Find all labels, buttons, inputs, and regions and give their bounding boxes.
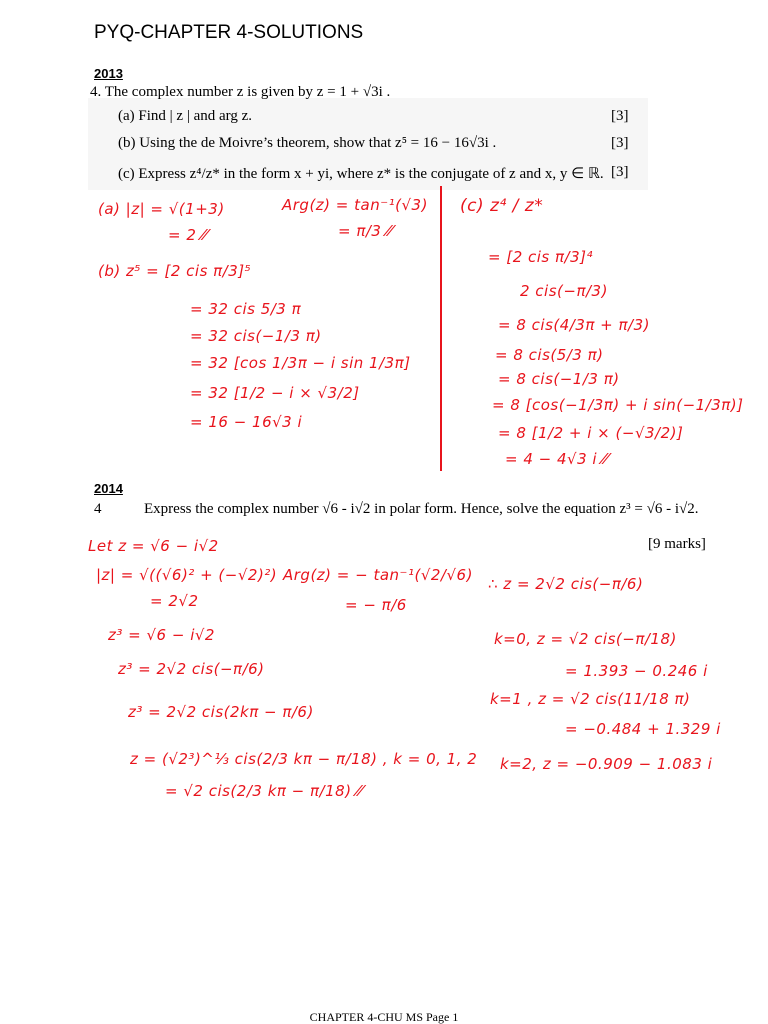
handwritten-line: = 8 cis(5/3 π) — [495, 346, 604, 364]
handwritten-line: = 1.393 − 0.246 i — [565, 662, 708, 680]
handwritten-line: z³ = 2√2 cis(2kπ − π/6) — [128, 703, 314, 721]
q2014-stem: Express the complex number √6 - i√2 in polar form. Hence, solve the equation z³ = √6 - i√2. — [144, 501, 699, 517]
column-divider — [440, 186, 442, 471]
year-2013: 2013 — [94, 66, 123, 81]
handwritten-line: z³ = 2√2 cis(−π/6) — [118, 660, 265, 678]
handwritten-line: k=0, z = √2 cis(−π/18) — [494, 630, 677, 648]
marks-c: [3] — [611, 164, 629, 180]
handwritten-line: Let z = √6 − i√2 — [88, 537, 219, 555]
handwritten-line: ∴ z = 2√2 cis(−π/6) — [488, 575, 644, 593]
handwritten-line: = 16 − 16√3 i — [190, 413, 303, 431]
handwritten-line: = 2√2 — [150, 592, 199, 610]
page-footer: CHAPTER 4-CHU MS Page 1 — [309, 1010, 459, 1024]
handwritten-line: = 2 ⁄⁄ — [168, 226, 208, 244]
q2014-marks: [9 marks] — [648, 536, 706, 552]
q2013-part-b: (b) Using the de Moivre’s theorem, show that z⁵ = 16 − 16√3i . — [118, 135, 497, 151]
handwritten-line: = 32 cis 5/3 π — [190, 300, 302, 318]
handwritten-line: = 8 [1/2 + i × (−√3/2)] — [498, 424, 684, 442]
handwritten-line: = 32 [1/2 − i × √3/2] — [190, 384, 360, 402]
q2013-part-c: (c) Express z⁴/z* in the form x + yi, where z* is the conjugate of z and x, y ∈ ℝ. — [118, 166, 604, 182]
handwritten-line: Arg(z) = − tan⁻¹(√2/√6) — [283, 566, 473, 584]
marks-b: [3] — [611, 135, 629, 151]
handwritten-line: k=2, z = −0.909 − 1.083 i — [500, 755, 713, 773]
handwritten-line: |z| = √((√6)² + (−√2)²) — [96, 566, 278, 584]
handwritten-line: = [2 cis π/3]⁴ — [488, 248, 593, 266]
handwritten-line: = 32 [cos 1/3π − i sin 1/3π] — [190, 354, 411, 372]
q2013-stem: 4. The complex number z is given by z = 1 + √3i . — [90, 84, 391, 100]
handwritten-line: (b) z⁵ = [2 cis π/3]⁵ — [98, 262, 252, 280]
handwritten-line: = −0.484 + 1.329 i — [565, 720, 721, 738]
handwritten-line: (c) z⁴ / z* — [460, 196, 544, 216]
handwritten-line: = 8 cis(−1/3 π) — [498, 370, 620, 388]
handwritten-line: = − π/6 — [345, 596, 407, 614]
handwritten-line: = 32 cis(−1/3 π) — [190, 327, 322, 345]
handwritten-line: = 8 [cos(−1/3π) + i sin(−1/3π)] — [492, 396, 744, 414]
handwritten-line: k=1 , z = √2 cis(11/18 π) — [490, 690, 691, 708]
handwritten-line: 2 cis(−π/3) — [520, 282, 608, 300]
marks-a: [3] — [611, 108, 629, 124]
handwritten-line: = 4 − 4√3 i ⁄⁄ — [505, 450, 609, 468]
page-title: PYQ-CHAPTER 4-SOLUTIONS — [94, 22, 364, 43]
handwritten-line: = π/3 ⁄⁄ — [338, 222, 393, 240]
handwritten-line: z = (√2³)^⅓ cis(2/3 kπ − π/18) , k = 0, 1, 2 — [130, 750, 478, 768]
year-2014: 2014 — [94, 481, 123, 496]
q2013-part-a: (a) Find | z | and arg z. — [118, 108, 253, 124]
q2014-number: 4 — [94, 501, 102, 517]
handwritten-line: = 8 cis(4/3π + π/3) — [498, 316, 650, 334]
handwritten-line: = √2 cis(2/3 kπ − π/18) ⁄⁄ — [165, 782, 363, 800]
handwritten-line: z³ = √6 − i√2 — [108, 626, 215, 644]
handwritten-line: (a) |z| = √(1+3) — [98, 200, 225, 218]
handwritten-line: Arg(z) = tan⁻¹(√3) — [282, 196, 428, 214]
